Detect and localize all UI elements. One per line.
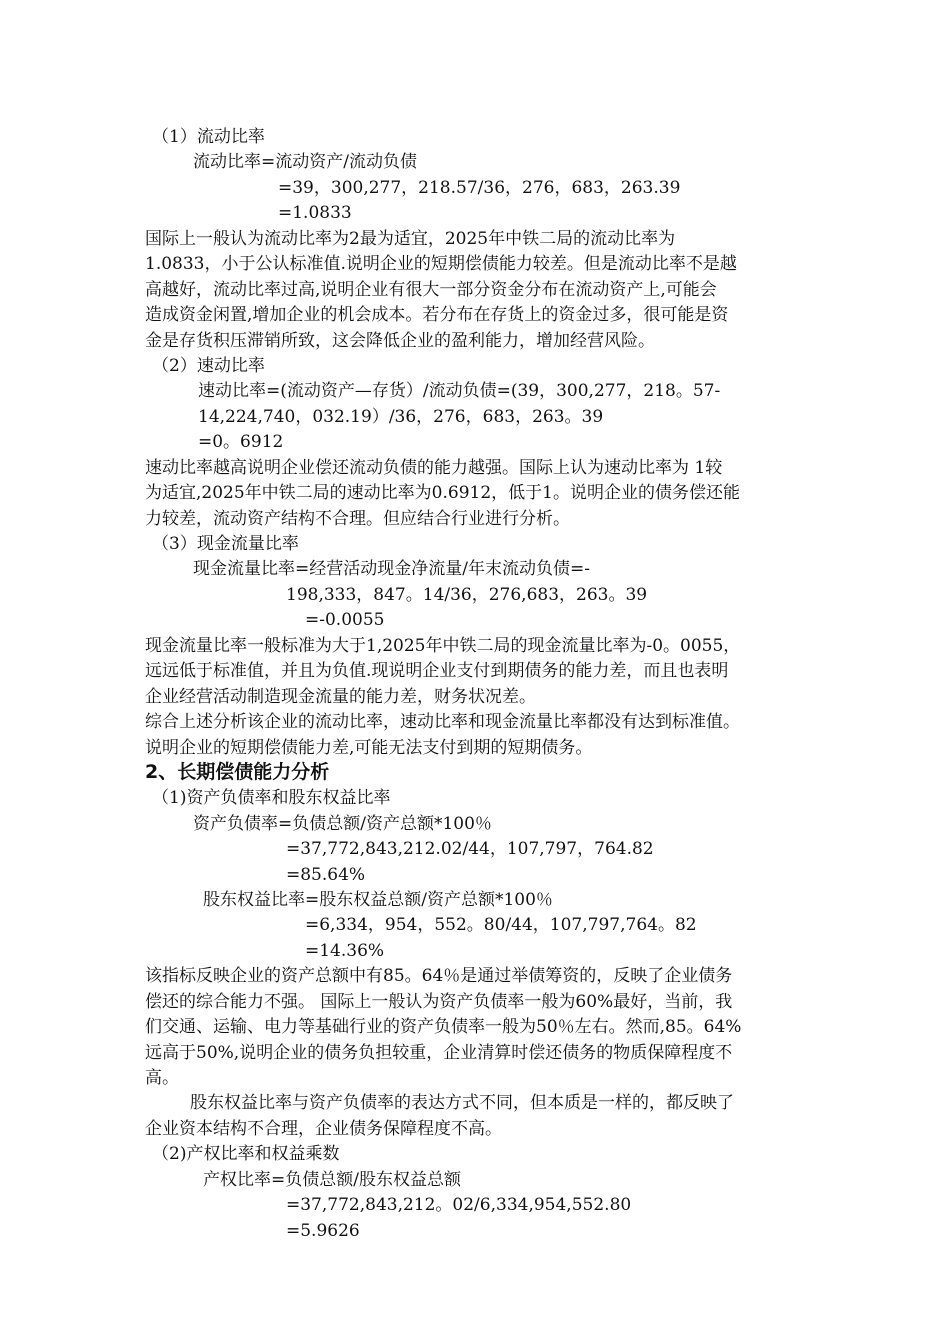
paragraph-line: 偿还的综合能力不强。 国际上一般认为资产负债率一般为60%最好，当前，我 <box>145 992 733 1012</box>
formula-line: 14,224,740，032.19）/36，276，683，263。39 <box>198 407 604 427</box>
paragraph-line: 高越好，流动比率过高,说明企业有很大一部分资金分布在流动资产上,可能会 <box>145 280 717 300</box>
formula-equity-ratio: 股东权益比率=股东权益总额/资产总额*100％ <box>203 890 553 910</box>
formula-result: =1.0833 <box>278 203 352 223</box>
formula-result: =0。6912 <box>198 432 284 452</box>
formula-cash-flow-ratio: 现金流量比率=经营活动现金净流量/年末流动负债=- <box>193 559 590 579</box>
paragraph-line: 力较差，流动资产结构不合理。但应结合行业进行分析。 <box>145 509 570 529</box>
subsection-heading-quick-ratio: （2）速动比率 <box>152 356 265 376</box>
formula-result: =5.9626 <box>286 1221 360 1241</box>
formula-equity-ratio-property: 产权比率=负债总额/股东权益总额 <box>203 1170 461 1190</box>
paragraph-line: 国际上一般认为流动比率为2最为适宜，2025年中铁二局的流动比率为 <box>145 229 676 249</box>
paragraph-line: 们交通、运输、电力等基础行业的资产负债率一般为50％左右。然而,85。64% <box>145 1017 742 1037</box>
formula-line: =6,334，954，552。80/44，107,797,764。82 <box>305 915 697 935</box>
paragraph-line: 该指标反映企业的资产总额中有85。64％是通过举债筹资的，反映了企业债务 <box>145 966 733 986</box>
subsection-heading-cash-flow-ratio: （3）现金流量比率 <box>152 534 299 554</box>
paragraph-line: 造成资金闲置,增加企业的机会成本。若分布在存货上的资金过多，很可能是资 <box>145 305 729 325</box>
subsection-heading-equity-multiplier: （2)产权比率和权益乘数 <box>152 1144 340 1164</box>
paragraph-line: 企业经营活动制造现金流量的能力差，财务状况差。 <box>145 687 536 707</box>
paragraph-line: 现金流量比率一般标准为大于1,2025年中铁二局的现金流量比率为-0。0055， <box>145 636 741 656</box>
paragraph-line: 速动比率越高说明企业偿还流动负债的能力越强。国际上认为速动比率为 1较 <box>145 458 723 478</box>
formula-line: =37,772,843,212.02/44，107,797，764.82 <box>286 839 654 859</box>
formula-line: =37,772,843,212。02/6,334,954,552.80 <box>286 1195 632 1215</box>
formula-result: =14.36% <box>305 941 385 961</box>
subsection-heading-debt-ratio: （1)资产负债率和股东权益比率 <box>152 788 391 808</box>
formula-line: =39，300,277，218.57/36，276，683，263.39 <box>278 178 681 198</box>
section-heading-long-term-solvency: 2、长期偿债能力分析 <box>145 761 330 783</box>
formula-quick-ratio: 速动比率=(流动资产—存货）/流动负债=(39，300,277，218。57- <box>198 381 721 401</box>
paragraph-line: 远高于50%,说明企业的债务负担较重，企业清算时偿还债务的物质保障程度不 <box>145 1043 733 1063</box>
paragraph-line: 高。 <box>145 1068 179 1088</box>
paragraph-line: 金是存货积压滞销所致，这会降低企业的盈利能力，增加经营风险。 <box>145 331 655 351</box>
formula-debt-ratio: 资产负债率=负债总额/资产总额*100％ <box>193 814 492 834</box>
paragraph-line: 说明企业的短期偿债能力差,可能无法支付到期的短期债务。 <box>145 738 593 758</box>
paragraph-line: 综合上述分析该企业的流动比率，速动比率和现金流量比率都没有达到标准值。 <box>145 712 740 732</box>
formula-result: =-0.0055 <box>305 610 385 630</box>
paragraph-line: 企业资本结构不合理，企业债务保障程度不高。 <box>145 1119 502 1139</box>
paragraph-line: 远远低于标准值，并且为负值.现说明企业支付到期债务的能力差，而且也表明 <box>145 661 729 681</box>
paragraph-line: 1.0833，小于公认标准值.说明企业的短期偿债能力较差。但是流动比率不是越 <box>145 254 737 274</box>
formula-line: 198,333，847。14/36，276,683，263。39 <box>286 585 648 605</box>
paragraph-line: 为适宜,2025年中铁二局的速动比率为0.6912，低于1。说明企业的债务偿还能 <box>145 483 740 503</box>
paragraph-line: 股东权益比率与资产负债率的表达方式不同，但本质是一样的，都反映了 <box>190 1093 734 1113</box>
formula-current-ratio: 流动比率=流动资产/流动负债 <box>193 152 417 172</box>
subsection-heading-current-ratio: （1）流动比率 <box>152 127 265 147</box>
formula-result: =85.64% <box>286 865 366 885</box>
